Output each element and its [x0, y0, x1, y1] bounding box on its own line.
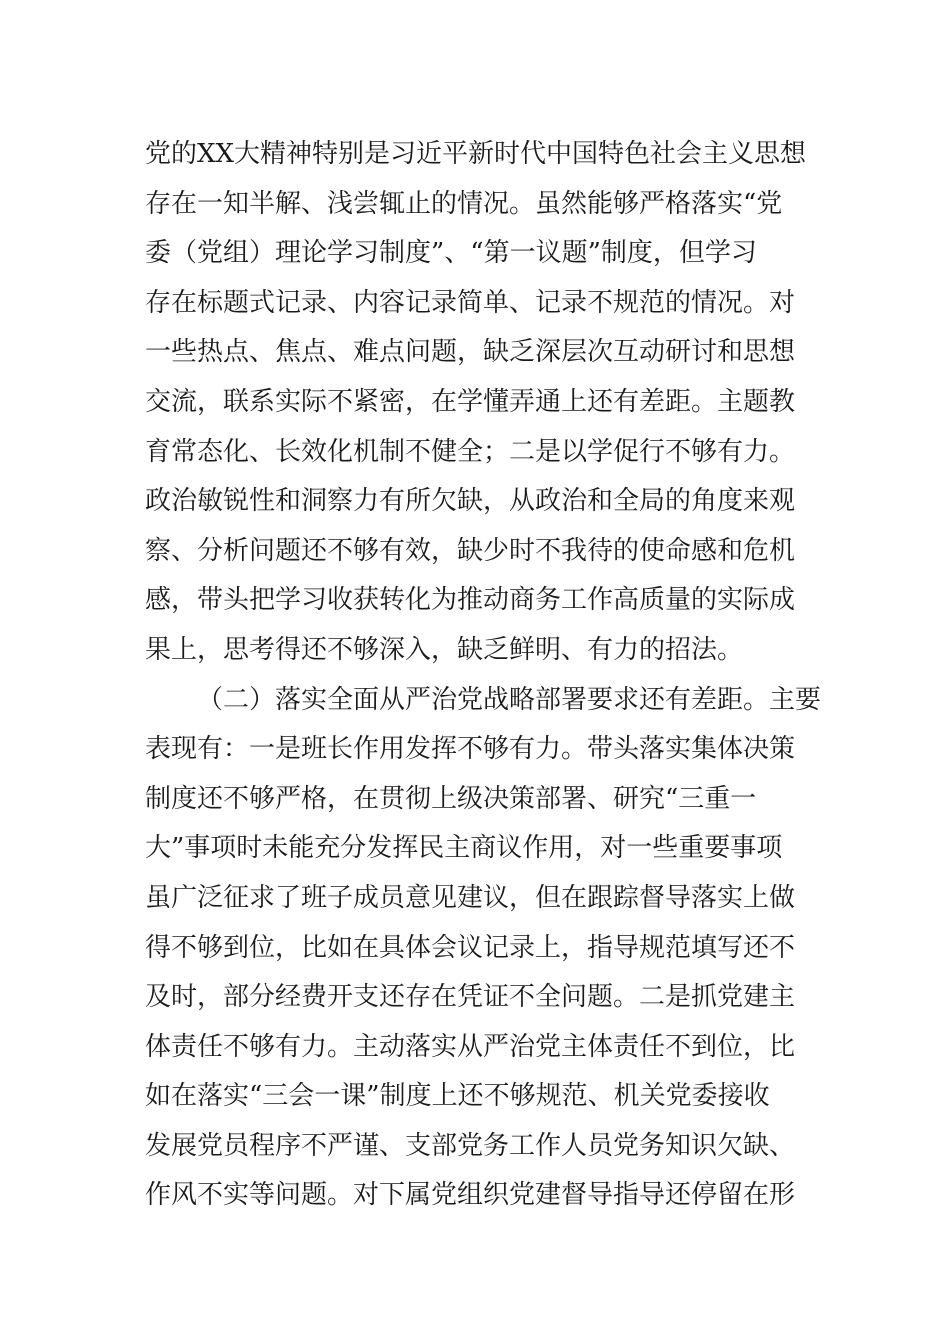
- text-line: 一些热点、焦点、难点问题，缺乏深层次互动研讨和思想: [145, 337, 796, 368]
- text-line: 发展党员程序不严谨、支部党务工作人员党务知识欠缺、: [145, 1130, 796, 1161]
- text-line: 委（党组）理论学习制度”、“第一议题”制度，但学习: [145, 238, 757, 269]
- text-line: 政治敏锐性和洞察力有所欠缺，从政治和全局的角度来观: [145, 486, 796, 517]
- text-line: 制度还不够严格，在贯彻上级决策部署、研究“三重一: [145, 783, 757, 814]
- text-line: 得不够到位，比如在具体会议记录上，指导规范填写还不: [145, 932, 796, 963]
- text-line: 体责任不够有力。主动落实从严治党主体责任不到位，比: [145, 1031, 796, 1062]
- text-line: 表现有：一是班长作用发挥不够有力。带头落实集体决策: [145, 734, 796, 765]
- text-line: 党的XX大精神特别是习近平新时代中国特色社会主义思想: [145, 139, 807, 169]
- text-line: 虽广泛征求了班子成员意见建议，但在跟踪督导落实上做: [145, 882, 796, 913]
- text-line: 存在标题式记录、内容记录简单、记录不规范的情况。对: [145, 287, 796, 318]
- text-line: 作风不实等问题。对下属党组织党建督导指导还停留在形: [145, 1180, 796, 1211]
- text-line: 果上，思考得还不够深入，缺乏鲜明、有力的招法。: [145, 634, 744, 665]
- text-line: 及时，部分经费开支还存在凭证不全问题。二是抓党建主: [145, 982, 796, 1013]
- text-line: 存在一知半解、浅尝辄止的情况。虽然能够严格落实“党: [145, 188, 783, 219]
- text-line: 育常态化、长效化机制不健全；二是以学促行不够有力。: [145, 436, 796, 467]
- section-heading-line: （二）落实全面从严治党战略部署要求还有差距。主要: [197, 684, 822, 715]
- body-text: [145, 130, 825, 1221]
- text-line: 感，带头把学习收获转化为推动商务工作高质量的实际成: [145, 585, 796, 616]
- text-line: 察、分析问题还不够有效，缺少时不我待的使命感和危机: [145, 535, 796, 566]
- text-line: 大”事项时未能充分发挥民主商议作用，对一些重要事项: [145, 833, 783, 864]
- text-line: 交流，联系实际不紧密，在学懂弄通上还有差距。主题教: [145, 386, 796, 417]
- text-line: 如在落实“三会一课”制度上还不够规范、机关党委接收: [145, 1081, 770, 1112]
